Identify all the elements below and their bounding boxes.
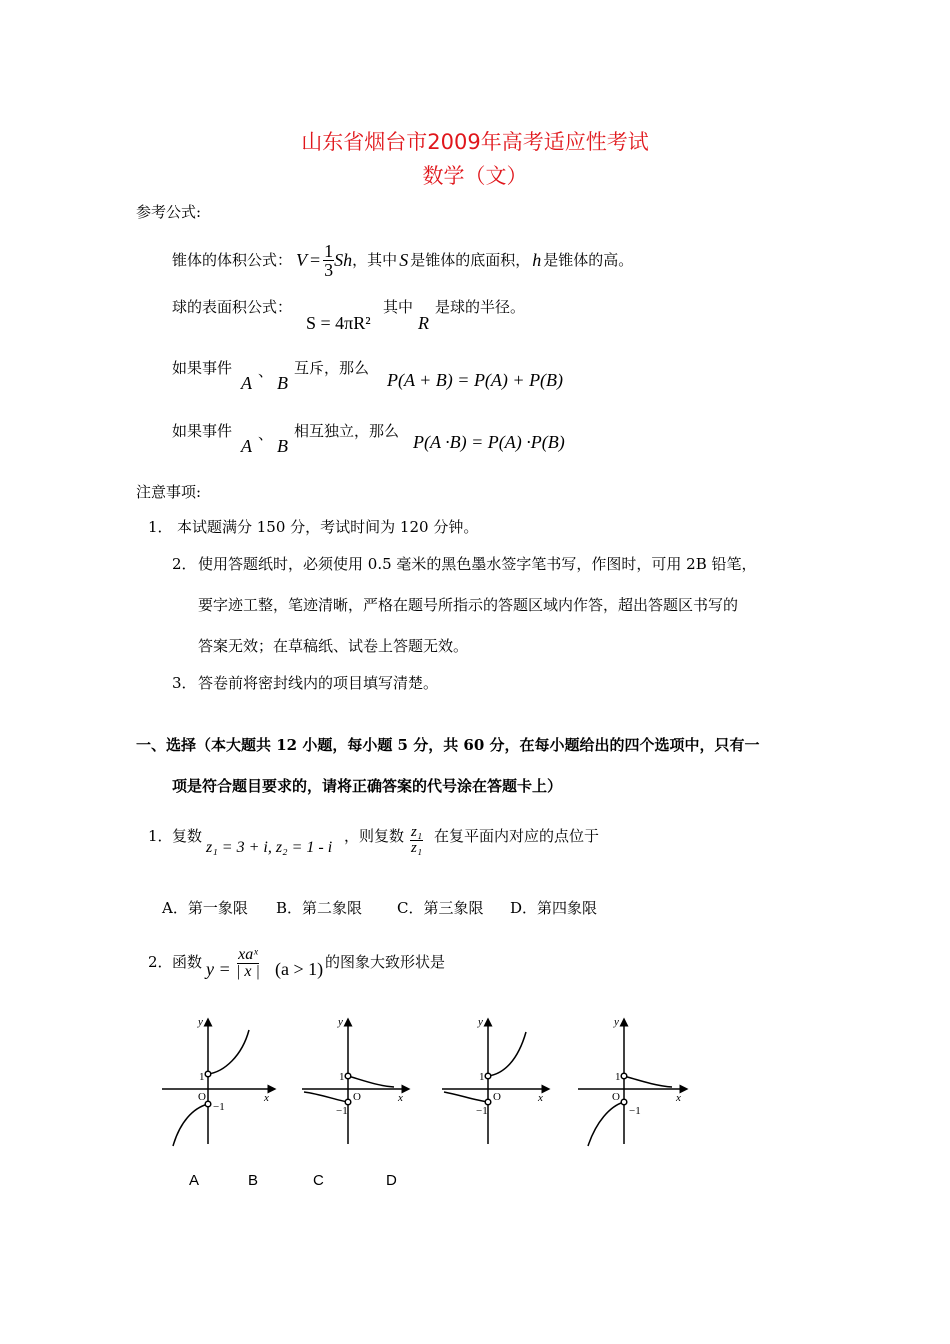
graph-tick-minus-1: −1 [213, 1101, 225, 1113]
note-1-text: 本试题满分 150 分，考试时间为 120 分钟。 [177, 518, 479, 536]
formulas-heading: 参考公式: [136, 203, 202, 221]
graph-axis-x-label: x [676, 1092, 681, 1104]
note-2-num: 2． [172, 555, 197, 573]
graph-axis-x-label: x [538, 1092, 543, 1104]
q1-frac-num: z₁ [411, 824, 423, 840]
q1-given: z₁ = 3 + i, z₂ = 1 - i [206, 839, 333, 856]
q1-number: 1． [148, 827, 173, 845]
cone-desc2: 是锥体的底面积， [410, 250, 531, 269]
graph-tick-minus-1: −1 [336, 1105, 348, 1117]
q2-number: 2． [148, 953, 173, 971]
q1-option-c[interactable]: C．第三象限 [397, 899, 484, 917]
section-1-heading-line2: 项是符合题目要求的，请将正确答案的代号涂在答题卡上） [172, 777, 563, 795]
sphere-formula: S = 4πR² [306, 313, 371, 333]
sphere-var-r: R [418, 313, 429, 333]
cone-desc1: ，其中 [352, 250, 398, 269]
graph-label-d: D [386, 1172, 397, 1189]
exam-subtitle: 数学（文） [422, 164, 528, 188]
cone-var-s: S [399, 250, 409, 270]
cone-formula-row [172, 238, 633, 282]
cone-lhs: V [296, 250, 308, 270]
q2-fraction [236, 947, 260, 980]
graph-origin-label: O [353, 1091, 361, 1103]
graph-tick-minus-1: −1 [629, 1105, 641, 1117]
independent-b: B [277, 436, 288, 456]
q2-condition: (a > 1) [275, 959, 324, 979]
note-3-num: 3． [172, 674, 197, 692]
graph-axis-x-label: x [398, 1092, 403, 1104]
exam-title: 山东省烟台市2009年高考适应性考试 [301, 130, 649, 154]
graph-b[interactable] [302, 1016, 406, 1144]
cone-rhs: Sh [334, 250, 353, 270]
exclusive-b: B [277, 373, 288, 393]
sphere-desc2: 是球的半径。 [435, 298, 526, 316]
cone-frac-den: 3 [324, 259, 334, 280]
exclusive-label: 如果事件 [172, 359, 233, 377]
graph-label-c: C [313, 1172, 324, 1189]
q2-graphs [150, 1010, 710, 1160]
independent-label: 如果事件 [172, 422, 233, 440]
cone-frac-num: 1 [324, 240, 334, 261]
independent-formula: P(A ·B) = P(A) ·P(B) [413, 432, 565, 452]
q1-option-a[interactable]: A．第一象限 [162, 899, 248, 917]
q1-option-b[interactable]: B．第二象限 [276, 899, 363, 917]
note-2-line1: 使用答题纸时，必须使用 0.5 毫米的黑色墨水签字笔书写，作图时，可用 2B 铅笔， [198, 555, 757, 573]
q2-lhs: y = [206, 959, 231, 979]
independent-desc: 相互独立，那么 [294, 422, 400, 440]
graph-c[interactable] [442, 1016, 546, 1144]
cone-eq: = [310, 250, 321, 270]
graph-tick-1: 1 [615, 1071, 621, 1083]
exclusive-desc: 互斥，那么 [294, 359, 370, 377]
sphere-desc1: 其中 [383, 298, 414, 316]
graph-a[interactable] [162, 1016, 272, 1146]
note-2-line3: 答案无效；在草稿纸、试卷上答题无效。 [198, 637, 469, 655]
exclusive-sep: 、 [258, 362, 274, 380]
q1-mid: ，则复数 [344, 827, 405, 845]
exclusive-a: A [241, 373, 252, 393]
independent-sep: 、 [258, 425, 274, 443]
independent-a: A [241, 436, 252, 456]
sphere-label: 球的表面积公式： [172, 298, 293, 316]
note-3-text: 答卷前将密封线内的项目填写清楚。 [198, 674, 439, 692]
graph-axis-y-label: y [478, 1016, 483, 1028]
note-1-num: 1． [148, 518, 173, 536]
q2-frac-num: xaˣ [238, 946, 258, 963]
graph-tick-1: 1 [199, 1071, 205, 1083]
graph-d[interactable] [578, 1016, 684, 1146]
notes-heading: 注意事项: [136, 483, 202, 501]
exclusive-formula: P(A + B) = P(A) + P(B) [387, 370, 564, 390]
note-2-line2: 要字迹工整，笔迹清晰，严格在题号所指示的答题区域内作答，超出答题区书写的 [198, 596, 739, 614]
graph-tick-1: 1 [479, 1071, 485, 1083]
graph-axis-y-label: y [198, 1016, 203, 1028]
q2-prefix: 函数 [172, 953, 203, 971]
graph-axis-y-label: y [338, 1016, 343, 1028]
q2-frac-den: | x | [236, 963, 260, 980]
graph-axis-y-label: y [614, 1016, 619, 1028]
q2-suffix: 的图象大致形状是 [325, 953, 446, 971]
q1-prefix: 复数 [172, 827, 203, 845]
cone-var-h: h [532, 250, 542, 270]
graph-label-a: A [189, 1172, 200, 1189]
q1-suffix: 在复平面内对应的点位于 [434, 827, 600, 845]
graph-tick-1: 1 [339, 1071, 345, 1083]
section-1-heading-line1: 一、选择（本大题共 12 小题，每小题 5 分，共 60 分，在每小题给出的四个选项中，只有一 [136, 736, 760, 754]
q1-frac-den: z₁ [411, 840, 423, 856]
q1-fraction [410, 825, 423, 856]
cone-desc3: 是锥体的高。 [543, 250, 634, 269]
graph-label-b: B [248, 1172, 259, 1189]
cone-fraction [323, 242, 334, 279]
graph-tick-minus-1: −1 [476, 1105, 488, 1117]
graph-origin-label: O [612, 1091, 620, 1103]
graph-origin-label: O [493, 1091, 501, 1103]
q1-option-d[interactable]: D．第四象限 [510, 899, 598, 917]
graph-axis-x-label: x [264, 1092, 269, 1104]
graph-origin-label: O [198, 1091, 206, 1103]
cone-label: 锥体的体积公式： [172, 250, 293, 269]
